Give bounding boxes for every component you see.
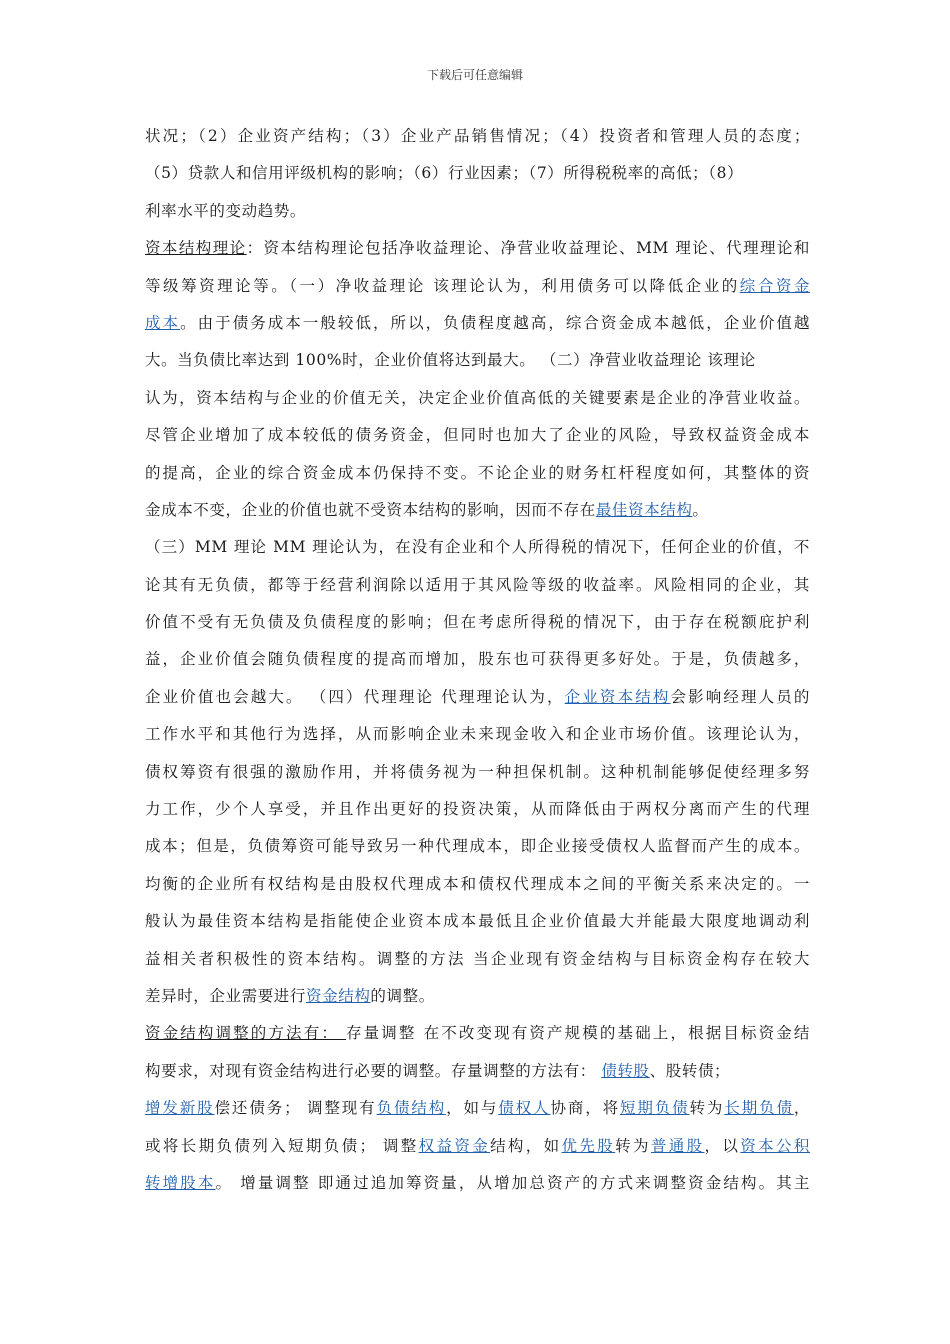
text-run: 力工作，少个人享受，并且作出更好的投资决策，从而降低由于两权分离而产生的代理 [145,800,810,819]
text-run: 。 增量调整 即通过追加筹资量，从增加总资产的方式来调整资金结构。其主 [215,1173,810,1192]
text-run: ， [793,1099,810,1118]
text-line [145,305,810,342]
text-line [145,978,810,1015]
text-run: 金成本不变，企业的价值也就不受资本结构的影响，因而不存在 [145,500,596,519]
text-line [145,866,810,903]
text-run: 状况；（2）企业资产结构；（3）企业产品销售情况；（4）投资者和管理人员的态度； [145,127,810,145]
text-line [145,193,810,230]
text-run: 的提高，企业的综合资金成本仍保持不变。不论企业的财务杠杆程度如何，其整体的资 [145,463,810,482]
text-line [145,417,810,454]
text-line [145,380,810,417]
text-run: 等级筹资理论等。（一）净收益理论 该理论认为，利用债务可以降低企业的 [145,276,740,295]
text-run: 成本；但是，负债筹资可能导致另一种代理成本，即企业接受债权人监督而产生的成本。 [145,837,810,856]
text-line [145,1053,810,1090]
text-line [145,492,810,529]
text-run: 工作水平和其他行为选择，从而影响企业未来现金收入和企业市场价值。该理论认为， [145,725,810,744]
text-run: 存量调整 在不改变现有资产规模的基础上，根据目标资金结 [346,1024,810,1043]
hyperlink[interactable]: 增发新股 [145,1099,215,1118]
text-run: 论其有无负债，都等于经营利润除以适用于其风险等级的收益率。风险相同的企业，其 [145,575,810,594]
text-run: 协商，将 [550,1099,620,1118]
text-line [145,828,810,865]
text-line [145,604,810,641]
page-header: 下载后可任意编辑 [426,68,523,82]
text-run: 偿还债务； 调整现有 [214,1099,377,1118]
text-run: 大。当负债比率达到 100%时，企业价值将达到最大。 （二）净营业收益理论 该理论 [145,351,756,370]
text-run: 转为 [689,1099,725,1118]
hyperlink[interactable]: 企业资本结构 [564,687,671,706]
text-line [145,230,810,267]
text-run: ，如与 [446,1099,499,1118]
text-line [145,455,810,492]
text-run: 结构，如 [490,1136,562,1155]
text-run: 认为，资本结构与企业的价值无关，决定企业价值高低的关键要素是企业的净营业收益。 [145,388,810,407]
text-run: 差异时，企业需要进行 [145,986,307,1005]
text-line [145,679,810,716]
text-line [145,716,810,753]
hyperlink[interactable]: 负债结构 [376,1099,447,1118]
text-run: 、股转债； [649,1061,731,1080]
hyperlink[interactable]: 成本 [145,313,181,332]
text-line [145,1128,810,1165]
hyperlink[interactable]: 债转股 [601,1061,650,1080]
text-line [145,1165,810,1202]
text-line [145,567,810,604]
text-run: 。 [692,500,709,519]
text-line [145,941,810,978]
text-line [145,754,810,791]
underlined-heading: 资金结构调整的方法有： [145,1024,347,1043]
text-line [145,342,810,379]
underlined-heading: 资本结构理论 [145,239,247,258]
hyperlink[interactable]: 长期负债 [724,1099,794,1118]
text-run: ：资本结构理论包括净收益理论、净营业收益理论、MM 理论、代理理论和 [246,239,810,258]
text-run: ，以 [704,1136,741,1155]
text-run: 或将长期负债列入短期负债； 调整 [145,1136,419,1155]
text-run: 益，企业价值会随负债程度的提高而增加，股东也可获得更多好处。于是，负债越多， [145,650,810,669]
text-line [145,791,810,828]
text-run: 般认为最佳资本结构是指能使企业资本成本最低且企业价值最大并能最大限度地调动利 [145,912,810,931]
hyperlink[interactable]: 资本公积 [740,1136,811,1155]
text-line [145,268,810,305]
hyperlink[interactable]: 转增股本 [145,1173,216,1192]
text-line [145,1015,810,1052]
hyperlink[interactable]: 权益资金 [418,1136,491,1155]
text-run: 的调整。 [370,986,435,1005]
text-run: 益相关者积极性的资本结构。调整的方法 当企业现有资金结构与目标资金构存在较大 [145,949,810,968]
text-run: （三）MM 理论 MM 理论认为，在没有企业和个人所得税的情况下，任何企业的价值，不 [145,538,810,557]
text-line [145,529,810,566]
document-body [145,118,810,1202]
text-line [145,118,810,155]
text-run: 均衡的企业所有权结构是由股权代理成本和债权代理成本之间的平衡关系来决定的。一 [145,874,810,893]
text-line [145,155,810,192]
text-run: 利率水平的变动趋势。 [145,201,307,220]
hyperlink[interactable]: 最佳资本结构 [595,500,693,519]
text-run: 转为 [615,1136,651,1155]
text-run: 企业价值也会越大。 （四）代理理论 代理理论认为， [145,687,565,706]
text-run: 价值不受有无负债及负债程度的影响；但在考虑所得税的情况下，由于存在税额庇护利 [145,613,810,632]
hyperlink[interactable]: 资金结构 [306,986,371,1005]
hyperlink[interactable]: 普通股 [650,1136,705,1155]
text-line [145,1090,810,1127]
hyperlink[interactable]: 债权人 [498,1099,551,1118]
text-run: 债权筹资有很强的激励作用，并将债务视为一种担保机制。这种机制能够促使经理多努 [145,762,810,781]
text-line [145,903,810,940]
text-run: 。由于债务成本一般较低，所以，负债程度越高，综合资金成本越低，企业价值越 [180,313,810,332]
hyperlink[interactable]: 综合资金 [739,276,810,295]
text-run: 会影响经理人员的 [670,687,810,706]
text-line [145,641,810,678]
text-run: 尽管企业增加了成本较低的债务资金，但同时也加大了企业的风险，导致权益资金成本 [145,426,810,445]
hyperlink[interactable]: 优先股 [561,1136,616,1155]
text-run: （5）贷款人和信用评级机构的影响；（6）行业因素；（7）所得税税率的高低；（8） [145,164,744,183]
hyperlink[interactable]: 短期负债 [620,1099,690,1118]
text-run: 构要求，对现有资金结构进行必要的调整。存量调整的方法有： [145,1061,602,1080]
